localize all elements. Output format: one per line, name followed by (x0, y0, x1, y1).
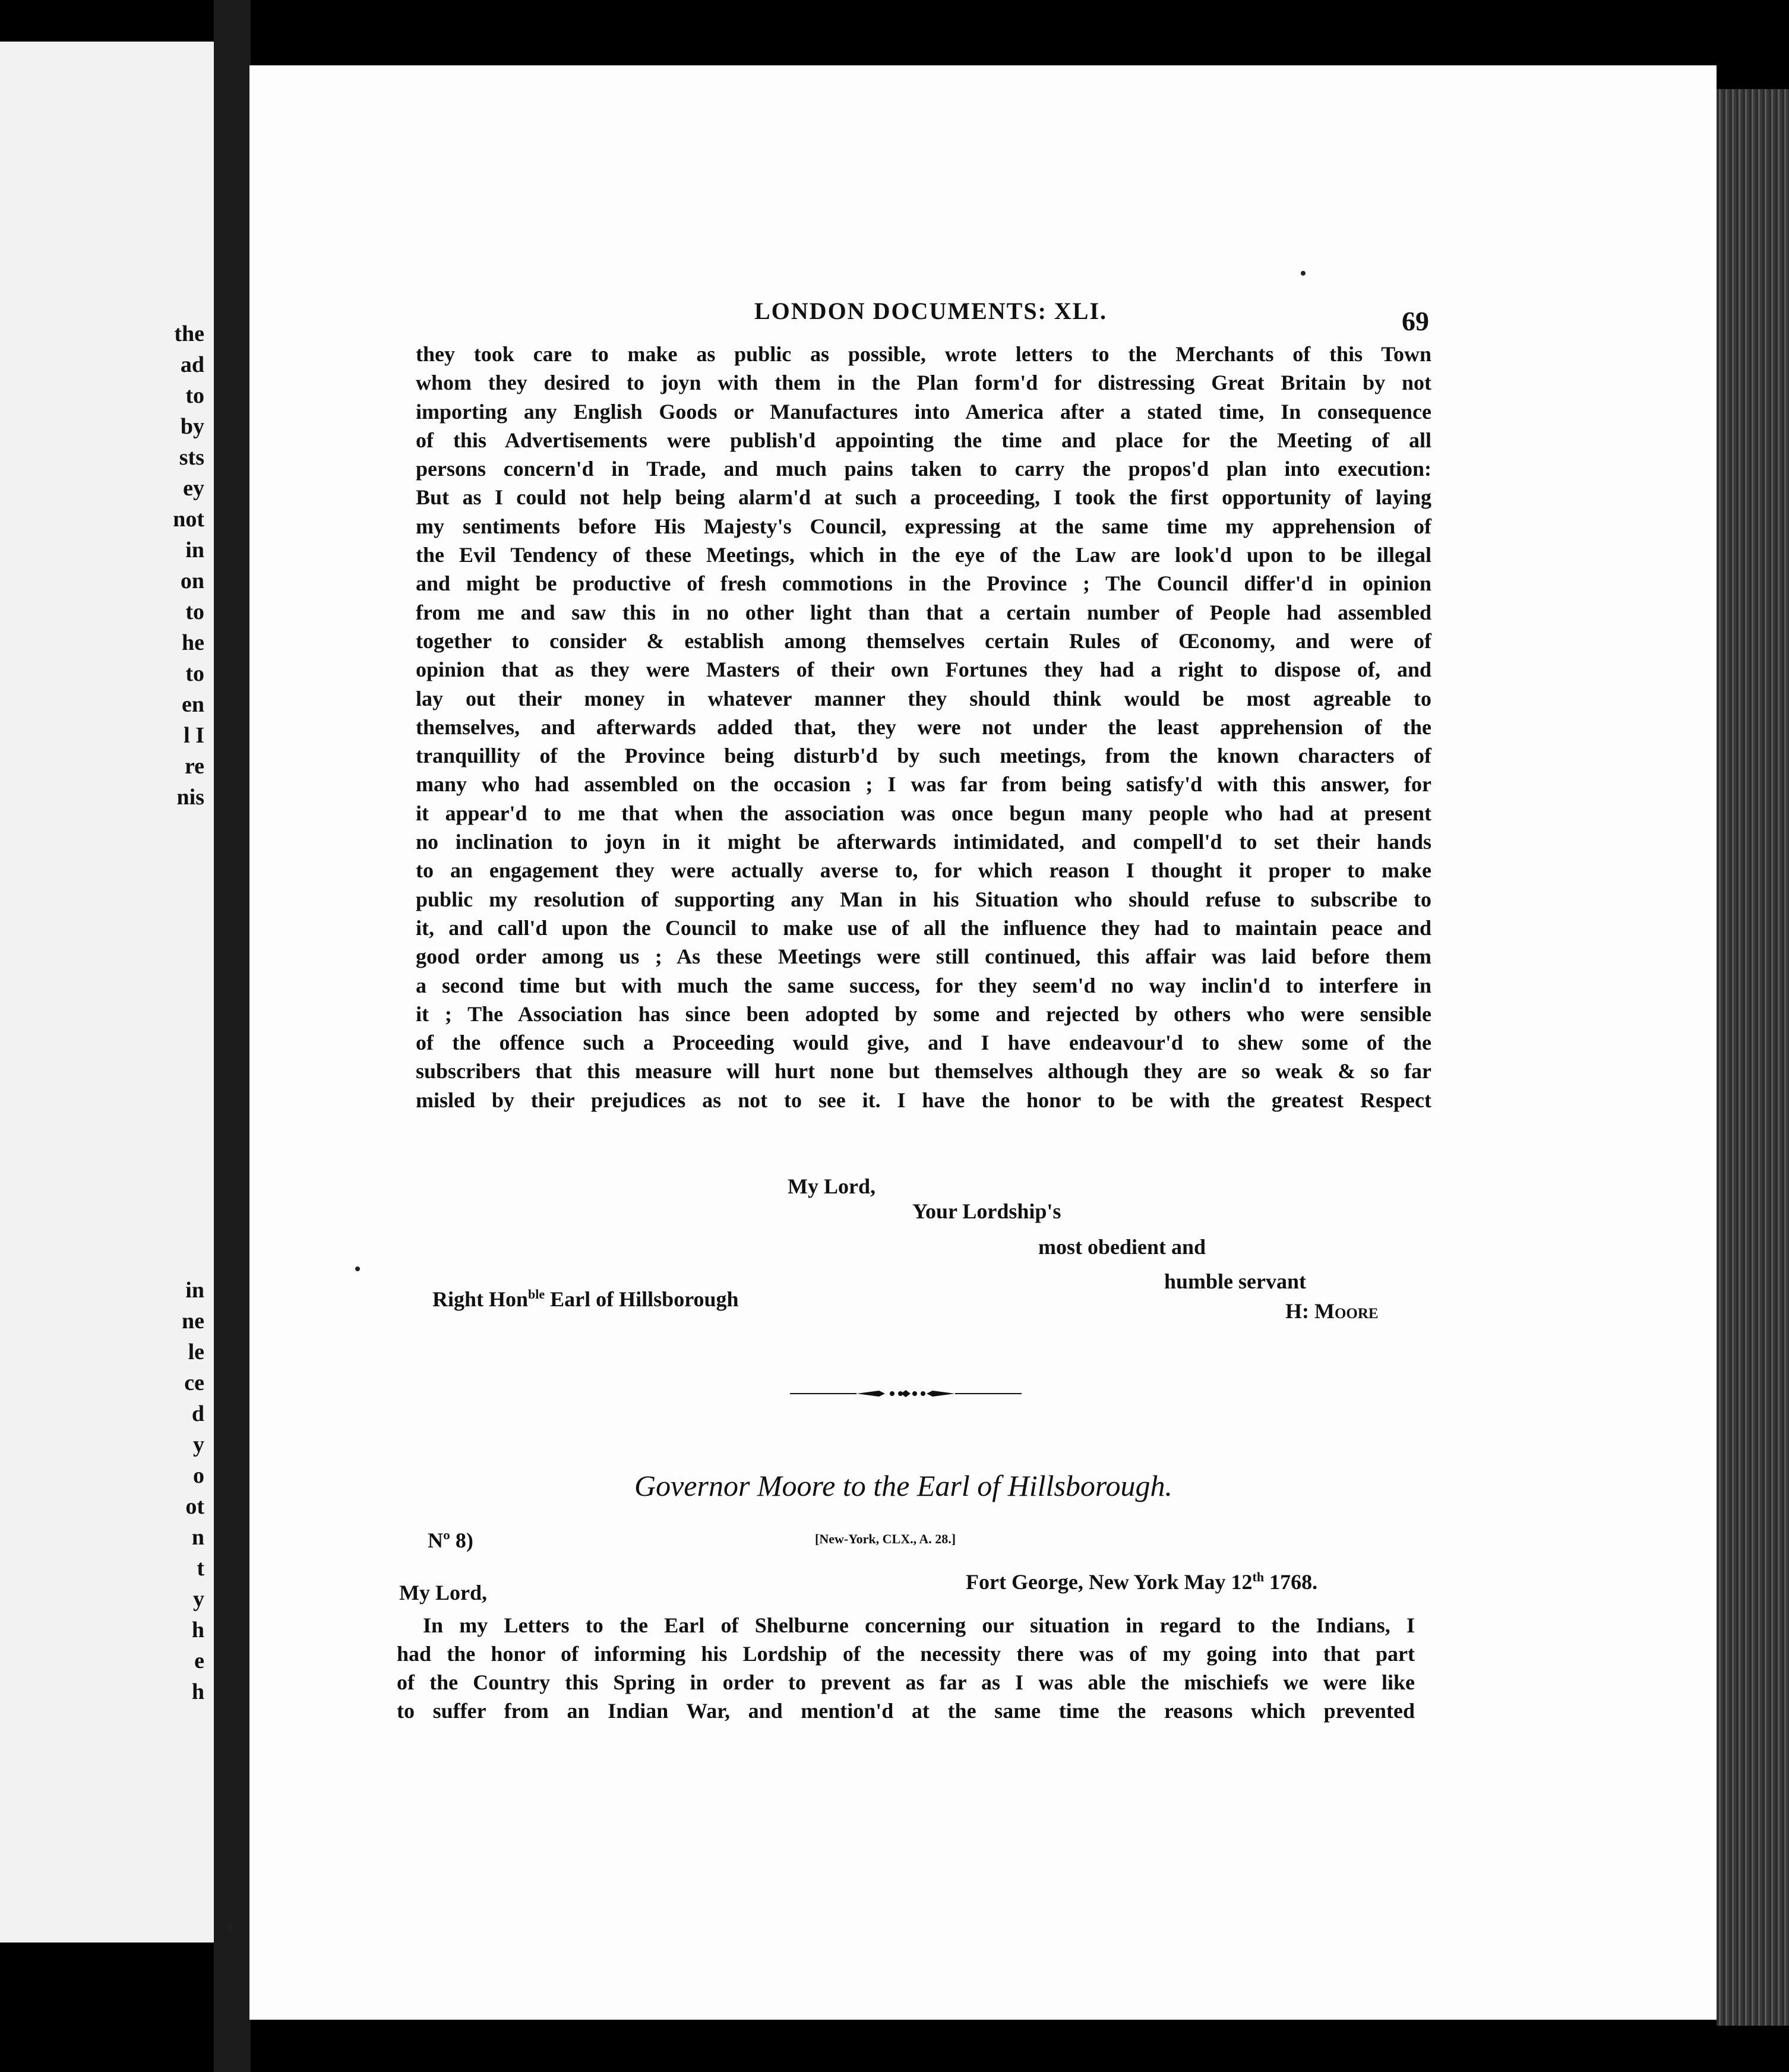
left-page-fragment: l I (184, 723, 204, 748)
text-line: the Evil Tendency of these Meetings, which in the eye of the Law are look'd upon to be illegal (416, 543, 1431, 567)
left-page-fragment: h (191, 1618, 204, 1643)
text-line: to an engagement they were actually averse to, for which reason I thought it proper to make (416, 858, 1431, 883)
left-page-fragment: t (197, 1556, 204, 1581)
dateline-suffix: 1768. (1264, 1570, 1318, 1594)
left-page-fragment: ey (183, 476, 204, 501)
addressee (432, 1287, 739, 1312)
letter-two-body (397, 1611, 1415, 1725)
scan-speck (355, 1266, 360, 1271)
left-page-fragment: on (180, 568, 204, 593)
text-line: good order among us ; As these Meetings were still continued, this affair was laid before them (416, 945, 1431, 969)
text-line: themselves, and afterwards added that, they were not under the least apprehension of the (416, 715, 1431, 739)
left-page-fragment: ot (185, 1494, 204, 1519)
addressee-prefix: Right Hon (432, 1287, 529, 1311)
letter-number: Nº 8) (428, 1528, 473, 1552)
text-line: they took care to make as public as possible, wrote letters to the Merchants of this Town (416, 342, 1431, 366)
text-line: no inclination to joyn in it might be afterwards intimidated, and compell'd to set their hands (416, 830, 1431, 854)
addressee-sup: ble (528, 1287, 545, 1302)
text-line: my sentiments before His Majesty's Council, expressing at the same time my apprehension of (416, 514, 1431, 538)
left-page-fragment: in (185, 1278, 204, 1303)
closing-line-2: most obedient and (1038, 1235, 1206, 1259)
left-page-fragment: o (193, 1463, 204, 1488)
text-line: In my Letters to the Earl of Shelburne concerning our situation in regard to the Indians, I (423, 1613, 1415, 1637)
left-page-fragment: to (185, 383, 204, 408)
left-page-fragment: in (185, 538, 204, 563)
closing-line-3: humble servant (1164, 1269, 1307, 1293)
addressee-suffix: Earl of Hillsborough (545, 1287, 739, 1311)
text-line: opinion that as they were Masters of their own Fortunes they had a right to dispose of, and (416, 658, 1431, 682)
left-page-fragment: le (188, 1340, 204, 1365)
left-page-fragment: he (182, 630, 204, 655)
letter-two-dateline (966, 1569, 1317, 1594)
page-edge (1717, 89, 1789, 2026)
text-line: it, and call'd upon the Council to make use of all the influence they had to maintain peace and (416, 915, 1431, 940)
text-line: together to consider & establish among themselves certain Rules of Œconomy, and were of (416, 628, 1431, 653)
left-page-fragment: d (191, 1401, 204, 1426)
left-page-fragment: ce (184, 1370, 204, 1395)
text-line: tranquillity of the Province being disturb'd by such meetings, from the known characters of (416, 744, 1431, 768)
letter-one-body (416, 340, 1431, 1114)
section-divider-ornament (790, 1388, 1022, 1400)
left-page-fragment: ne (182, 1309, 204, 1334)
text-line: of the offence such a Proceeding would give, and I have endeavour'd to shew some of the (416, 1031, 1431, 1055)
left-page-fragment: re (184, 754, 204, 779)
text-line: lay out their money in whatever manner they should think would be most agreable to (416, 686, 1431, 710)
letter-two-title: Governor Moore to the Earl of Hillsborough. (634, 1469, 1172, 1502)
left-page-fragment: sts (179, 445, 204, 470)
text-line: and might be productive of fresh commotions in the Province ; The Council differ'd in opinion (416, 571, 1431, 596)
page-number: 69 (1402, 306, 1429, 336)
signature: H: Moore (1285, 1299, 1379, 1323)
left-page-fragment: e (194, 1648, 204, 1673)
left-page (0, 42, 214, 1943)
dateline-sup: th (1252, 1569, 1265, 1584)
text-line: misled by their prejudices as not to see it. I have the honor to be with the greatest Respect (416, 1088, 1431, 1112)
text-line: subscribers that this measure will hurt none but themselves although they are so weak & so far (416, 1059, 1431, 1084)
text-line: But as I could not help being alarm'd at such a proceeding, I took the first opportunity of laying (416, 485, 1431, 510)
text-line: it ; The Association has since been adopted by some and rejected by others who were sensible (416, 1002, 1431, 1026)
left-page-fragment: y (193, 1432, 204, 1457)
closing-line-1: Your Lordship's (912, 1199, 1061, 1223)
left-page-fragment: y (193, 1587, 204, 1612)
left-page-fragment: h (191, 1679, 204, 1704)
left-page-fragment: the (174, 321, 204, 346)
book-spine (214, 0, 251, 2072)
scan-speck (228, 1925, 233, 1929)
text-line: from me and saw this in no other light than that a certain number of People had assembled (416, 600, 1431, 624)
left-page-fragment: en (182, 692, 204, 717)
left-page-fragment: not (173, 507, 204, 532)
left-page-fragment: nis (176, 785, 204, 810)
left-page-fragment: to (185, 599, 204, 624)
left-page-fragment: by (180, 414, 204, 439)
left-page-fragment: n (191, 1525, 204, 1550)
text-line: to suffer from an Indian War, and mention'd at the same time the reasons which prevented (397, 1699, 1415, 1723)
letter-two-salutation: My Lord, (399, 1581, 487, 1604)
text-line: it appear'd to me that when the association was once begun many people who had at present (416, 801, 1431, 825)
scan-speck (1301, 271, 1306, 276)
running-title: LONDON DOCUMENTS: XLI. (754, 298, 1108, 324)
text-line: a second time but with much the same success, for they seem'd no way inclin'd to interfere in (416, 973, 1431, 997)
text-line: of this Advertisements were publish'd appointing the time and place for the Meeting of all (416, 428, 1431, 452)
text-line: persons concern'd in Trade, and much pains taken to carry the propos'd plan into execution: (416, 457, 1431, 481)
left-page-fragment: to (185, 661, 204, 686)
source-reference: [New-York, CLX., A. 28.] (815, 1531, 956, 1546)
text-line: importing any English Goods or Manufactures into America after a stated time, In consequence (416, 399, 1431, 424)
left-page-fragment: ad (180, 352, 204, 377)
text-line: many who had assembled on the occasion ; I was far from being satisfy'd with this answer, for (416, 772, 1431, 797)
dateline-prefix: Fort George, New York May 12 (966, 1570, 1253, 1594)
closing-salutation: My Lord, (788, 1174, 875, 1198)
text-line: whom they desired to joyn with them in the Plan form'd for distressing Great Britain by not (416, 371, 1431, 395)
text-line: of the Country this Spring in order to prevent as far as I was able the mischiefs we were like (397, 1670, 1415, 1694)
text-line: had the honor of informing his Lordship of the necessity there was of my going into that part (397, 1642, 1415, 1666)
text-line: public my resolution of supporting any Man in his Situation who should refuse to subscribe to (416, 887, 1431, 911)
